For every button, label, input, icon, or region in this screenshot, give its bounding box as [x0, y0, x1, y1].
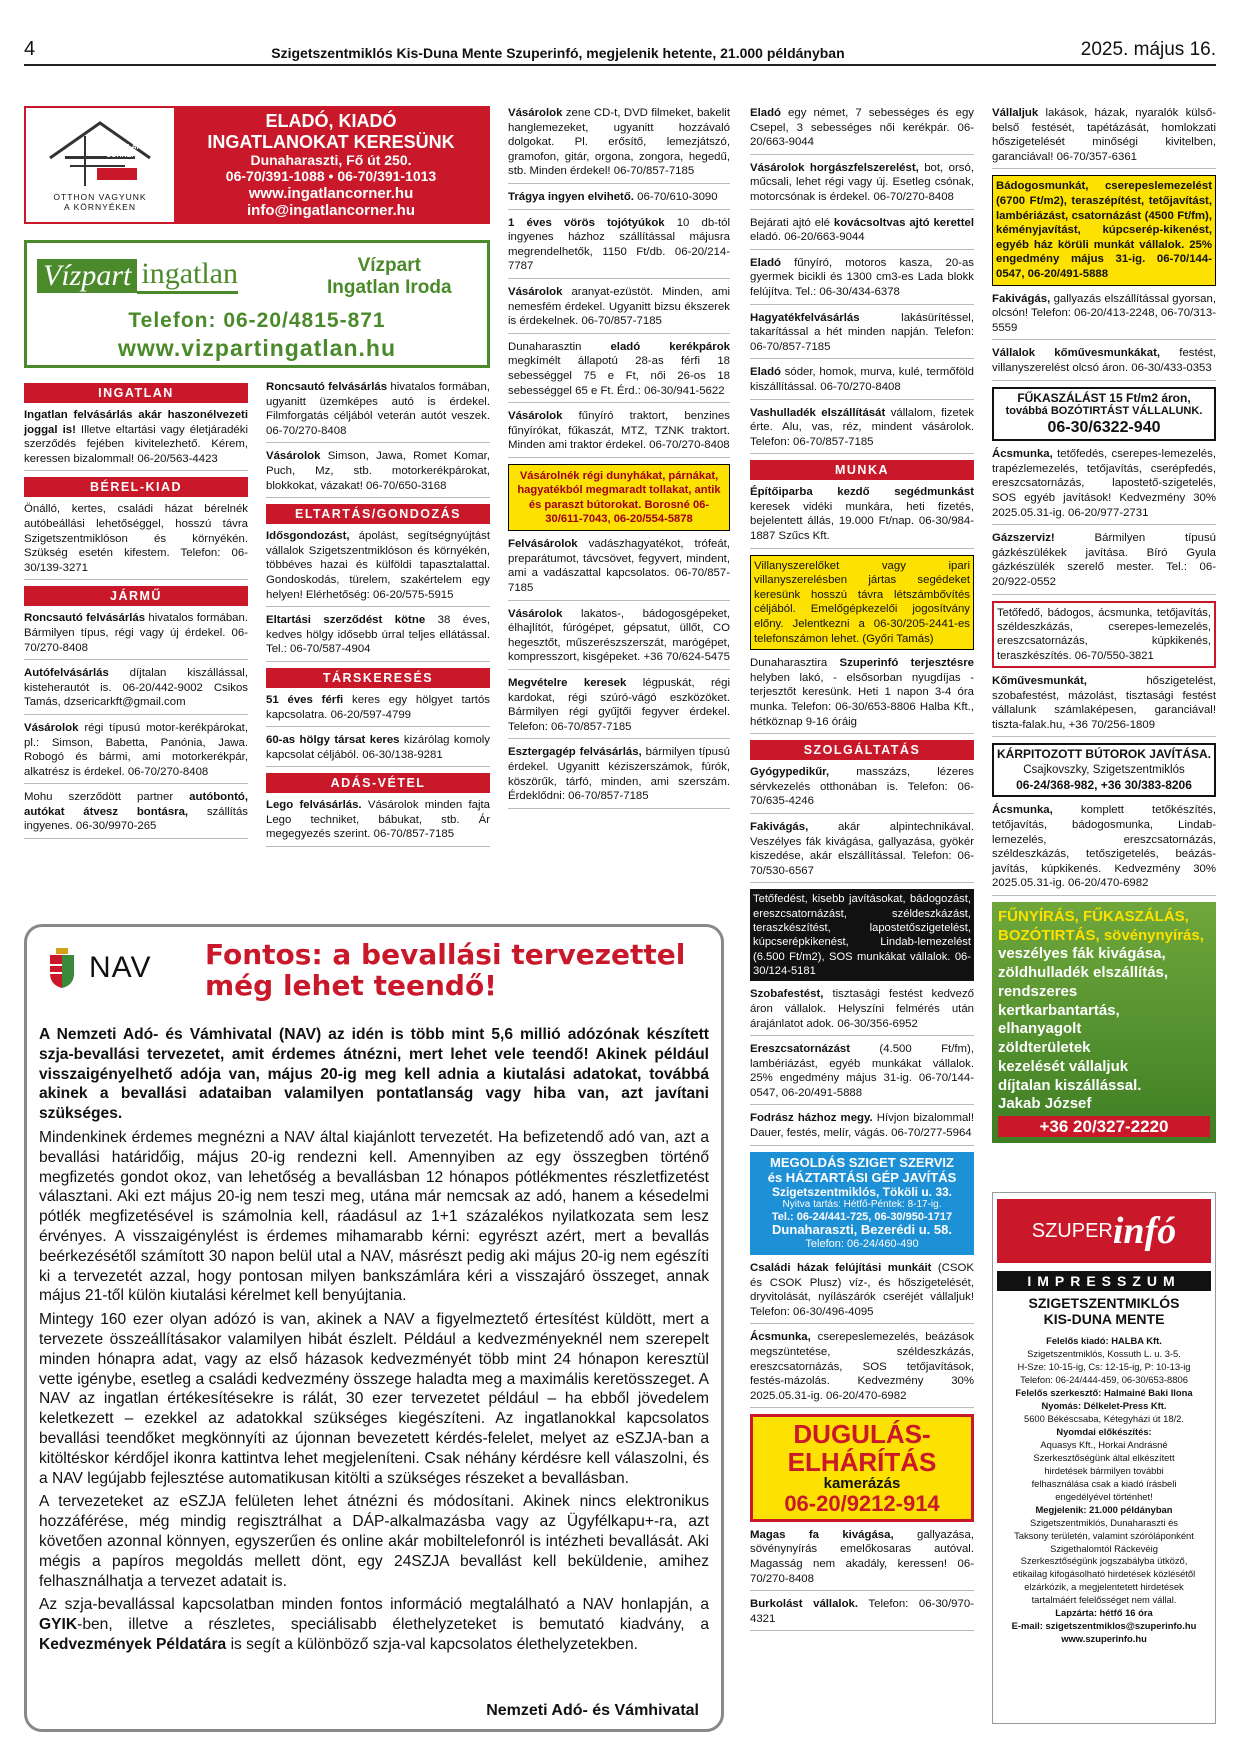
list-item: Ereszcsatornázást (4.500 Ft/fm), lambériázást, egyéb munkákat vállalok. 25% engedmény május 31-ig. 06-70/144-0547, 06-20/491-5888	[750, 1042, 974, 1105]
vizpart-ad[interactable]	[24, 240, 490, 368]
list-item: Roncsautó felvásárlás hivatalos formában, ugyanitt üzemképes autó is érdekel. Filmforgatás céljából veterán autót veszek. 06-70/270-8408	[266, 380, 490, 443]
impressum-line: www.szuperinfo.hu	[1061, 1633, 1147, 1645]
list-item: Vállalok kőművesmunkákat, festést, villanyszerelést olcsó áron. 06-30/433-0353	[992, 346, 1216, 380]
list-item: Felvásárolok vadászhagyatékot, trófeát, preparátumot, távcsövet, fegyvert, mindent, ami a vadászattal kapcsolatos. 06-70/857-7185	[508, 537, 730, 600]
section-ingatlan: INGATLAN	[24, 383, 248, 403]
impressum-line: etikailag kifogásolható hirdetések közlésétől	[1012, 1568, 1196, 1580]
list-item: Vásárolok zene CD-t, DVD filmeket, bakelit hanglemezeket, ugyanitt hozzávaló dolgokat. Pl. erősítő, lemezjátszó, gramofon, gitár, orgona, zongora, hegedű, stb. Minden érdekel! 06-70/857-7185	[508, 106, 730, 184]
column-4	[750, 106, 974, 1637]
section-munka: MUNKA	[750, 460, 974, 480]
impressum-line: elzárkózik, a megjelentetett hirdetések	[1024, 1581, 1184, 1593]
list-item: Lego felvásárlás. Vásárolok minden fajta Lego techniket, bábukat, stb. Ár megegyezés szerint. 06-70/857-7185	[266, 798, 490, 847]
list-item: 1 éves vörös tojótyúkok 10 db-tól ingyenes házhoz szállítással májusra megrendelhetők, 1150 Ft/db. 06-20/214-7787	[508, 216, 730, 279]
impressum-line: Lapzárta: hétfő 16 óra	[1055, 1607, 1153, 1619]
funyiras-line: +36 20/327-2220	[998, 1116, 1210, 1137]
section-eltartas: ELTARTÁS/GONDOZÁS	[266, 504, 490, 524]
list-item: Családi házak felújítási munkáit (CSOK és CSOK Plusz) víz-, és hőszigetelését, dryvitolását, nyílászárók cseréjét vállaljuk! Telefon: 06-30/496-4095	[750, 1261, 974, 1324]
section-szolgaltatas: SZOLGÁLTATÁS	[750, 740, 974, 760]
impressum-line: Felelős kiadó: HALBA Kft.	[1046, 1335, 1162, 1346]
vizpart-name2: Ingatlan Iroda	[327, 276, 452, 298]
list-item: Mohu szerződött partner autóbontó, autókat átvesz bontásra, szállítás ingyenes. 06-30/9970-265	[24, 790, 248, 839]
list-item: Gyógypedikűr, masszázs, lézeres sérvkezelés otthonában is. Telefon: 06-70/635-4246	[750, 765, 974, 814]
corner-address: Dunaharaszti, Fő út 250.	[250, 152, 412, 169]
list-item: Dunaharasztira Szuperinfó terjesztésre helyben lakó, - elsősorban nyugdíjas - terjesztőt keresünk. Heti 1 napon 3-4 óra munka. Telefon: 06-30/653-8806 Halba Kft., hétköznap 9-16 óráig	[750, 656, 974, 734]
impressum-line: Telefon: 06-24/444-459, 06-30/653-8806	[1020, 1373, 1188, 1385]
impressum-line: Szerkesztőségünk jogszabályba ütköző,	[1020, 1555, 1188, 1567]
list-item: Vásárolok lakatos-, bádogosgépeket, élhajlítót, fúrógépet, gépsatut, üllőt, CO hegesztőt, műszerészszerszát, marógépet, kompresszort, kisgépeket. +36 70/624-5475	[508, 607, 730, 670]
list-item: Vállaljuk lakások, házak, nyaralók külső-belső festését, tapétázását, homlokzati hőszigetelését minőségi kivitelben, garanciával! 06-70/357-6361	[992, 106, 1216, 169]
nav-article	[24, 924, 724, 1732]
impressum-line: Taksony területén, valamint szóróláponként	[1014, 1529, 1194, 1541]
vizpart-logo-b: ingatlan	[137, 257, 238, 294]
page-title: Szigetszentmiklós Kis-Duna Mente Szuperinfó, megjelenik hetente, 21.000 példányban	[271, 45, 845, 61]
slogan-1: OTTHON VAGYUNK	[53, 192, 147, 202]
impressum-place1: SZIGETSZENTMIKLÓS	[1028, 1295, 1180, 1311]
tetofedes-ad: Tetőfedést, kisebb javításokat, bádogozást, ereszcsatornázást, széldeszkázást, teraszkészítést, lapostetőszigetelést, kúpcserépkikenést, Lindab-lemezelést (6.500 Ft/m2), SOS munkákat vállalok. 06-30/124-5181	[750, 889, 974, 981]
list-item: Vásárolok Simson, Jawa, Romet Komar, Puch, Mz, stb. motorkerékpárokat, blokkokat, vázakat! 06-70/650-3168	[266, 449, 490, 498]
impressum-line: H-Sze: 10-15-ig, Cs: 12-15-ig, P: 10-13-ig	[1017, 1360, 1191, 1372]
list-item: Kőművesmunkát, hőszigetelést, szobafestést, mázolást, tisztasági festést vállalunk számlaképesen, garanciával! tiszta-falak.hu, +36 70/256-1809	[992, 674, 1216, 737]
nav-paragraph: Az szja-bevallással kapcsolatban minden fontos információ megtalálható a NAV honlapján, a GYIK-ben, illetve a részletes, speciálisabb élethelyzeteket is bemutató kiadvány, a Kedvezmények Példatára is segít a különböző szja-val kapcsolatos élethelyzetekben.	[39, 1596, 709, 1653]
impressum-line: Szigethalomtól Ráckevéig	[1050, 1542, 1158, 1554]
corner-title1: ELADÓ, KIADÓ	[265, 111, 397, 131]
nav-signature: Nemzeti Adó- és Vámhivatal	[486, 1701, 699, 1719]
list-item: Bejárati ajtó elé kovácsoltvas ajtó kerettel eladó. 06-20/663-9044	[750, 216, 974, 250]
logo-line1: INGATLAN	[106, 144, 142, 151]
list-item: Fodrász házhoz megy. Hívjon bizalommal! Dauer, festés, melír, vágás. 06-70/277-5964	[750, 1111, 974, 1145]
list-item: Eladó egy német, 7 sebességes és egy Csepel, 3 sebességes női kerékpár. 06-20/663-9044	[750, 106, 974, 155]
nav-paragraph: Mintegy 160 ezer olyan adózó is van, akinek a NAV a figyelmeztető értesítést küldött, mert a tervezete összeállításakor valamilyen hibát észlelt. Például a kedvezményeknél nem szerepelt minden hónapra adat, vagy az első házasok kedvezményét több mint 24 hónapon keresztül vette igénybe, esetleg a családi kedvezmény összege haladta meg a maximális keretösszeget. A NAV az ingatlan értékesítésekre is rálát, 30 ezer tervezetet például – ha ebből jövedelem keletkezett – ezekkel az adatokkal szükséges kiegészíteni. Az ingatlanokkal kapcsolatos bevallási teendőket megkönnyíti az újonnan bevezetett kérdés-felelet, melyet az eSZJA-ban a kitöltéskor kérdőjel ikonra kattintva lehet megjeleníteni. Csak néhány kérdésre kell válaszolni, és a NAV legújabb fejlesztése automatikusan kitölti a szükséges részeket a bevallásban.	[39, 1311, 709, 1487]
funyiras-line: rendszeres	[998, 982, 1078, 1000]
villanyszerelo-ad: Villanyszerelőket vagy ipari villanyszerelésben jártas segédeket keresünk hosszú távra létszámbővítés céljából. Emelőgépkezelői jogosítvány előny. Jelentkezni a 06-30/205-2441-es telefonszámon lehet. (Győri Tamás)	[750, 555, 974, 651]
slogan-2: A KÖRNYÉKEN	[64, 202, 136, 212]
list-item: Eladó sóder, homok, murva, kulé, termőföld kiszállítással. 06-70/270-8408	[750, 365, 974, 399]
impressum-line: tartalmáért felelősséget nem vállal.	[1031, 1594, 1177, 1606]
impressum-line: 5600 Békéscsaba, Kétegyházi út 18/2.	[1023, 1412, 1184, 1424]
impressum-line: Aquasys Kft., Horkai Andrásné	[1040, 1438, 1168, 1450]
issue-date: 2025. május 16.	[1080, 39, 1216, 60]
list-item: Megvételre keresek légpuskát, régi kardokat, régi szúró-vágó eszközöket. Bármilyen régi gyűjtői fegyver érdekel. Telefon: 06-70/857-7185	[508, 676, 730, 739]
list-item: Ingatlan felvásárlás akár haszonélvezeti joggal is! Illetve eltartási vagy életjáradéki szerződés fejében kivitelezhető. Kérem, keressen bizalommal! 06-20/563-4423	[24, 408, 248, 471]
list-item: Esztergagép felvásárlás, bármilyen típusú érdekel. Ugyanitt kéziszerszámok, fúrók, köszörűk, tárfó, minden, ami szerszám. Érdeklődni: 06-70/857-7185	[508, 745, 730, 808]
list-item: Eltartási szerződést kötne 38 éves, kedves hölgy idősebb úrral teljes ellátással. Tel.: 06-70/587-4904	[266, 613, 490, 662]
ingatlan-corner-ad[interactable]	[24, 106, 490, 224]
impressum-line: Felelős szerkesztő: Halmainé Baki Ilona	[1015, 1386, 1193, 1398]
list-item: Építőiparba kezdő segédmunkást keresek vidéki munkára, heti fizetés, bejelentett állás, 19.000 Ft/nap. 06-30/984-1887 Szűcs Kft.	[750, 485, 974, 548]
nav-paragraph: A tervezeteket az eSZJA felületen lehet átnézni és módosítani. Akinek nincs elektronikus hozzáférése, még mindig regisztrálhat a DÁP-alkalmazásba vagy az Ügyfélkapu+-ra, azt követően azonnal könnyen, egyszerűen és online akár mobiltelefonról is intézheti bevallását. Aki mégis a papíros megoldás mellett dönt, egy 24SZJA bevallást kell beküldenie, amihez felhasználhatja a tervezet adatait is.	[39, 1493, 709, 1590]
impressum-line: Nyomdai előkészítés:	[1056, 1425, 1152, 1437]
list-item: Magas fa kivágása, gallyazása, sövénynyírás emelőkosaras autóval. Magasság nem akadály, keressen! 06-70/270-8408	[750, 1528, 974, 1591]
list-item: Ácsmunka, cserepeslemezelés, beázások megszüntetése, széldeszkázás, ereszcsatornázás, SOS tetőjavítások, festés-mázolás. Kedvezmény 30% 2025.05.31-ig. 06-20/470-6982	[750, 1330, 974, 1408]
logo-line2: CORNER	[106, 151, 137, 159]
list-item: Szobafestést, tisztasági festést kedvező áron vállalok. Helyszíni felmérés után árajánlatot adok. 06-30/356-6952	[750, 987, 974, 1036]
szuperinfo-logo: SZUPER infó	[997, 1199, 1211, 1263]
list-item: Vashulladék elszállítását vállalom, fizetek érte. Alu, vas, réz, mindent vásárolok. Telefon: 06-70/857-7185	[750, 406, 974, 455]
impressum-box	[992, 1192, 1216, 1724]
impressum-line: engedélyével történhet!	[1055, 1490, 1153, 1502]
impressum-line: Szigetszentmiklós, Kossuth L. u. 3-5.	[1027, 1347, 1181, 1359]
funyiras-line: díjtalan kiszállással.	[998, 1076, 1142, 1094]
funyiras-line: elhanyagolt	[998, 1020, 1082, 1038]
dunyha-ad: Vásárolnék régi dunyhákat, párnákat, hagyatékból megmaradt tollakat, antik és paraszt bútorokat. Borosné 06-30/611-7043, 06-20/554-5878	[508, 464, 730, 531]
column-2	[266, 380, 490, 853]
karpit-ad: KÁRPITOZOTT BÚTOROK JAVÍTÁSA. Csajkovszky, Szigetszentmiklós 06-24/368-982, +36 30/383-8206	[992, 743, 1216, 797]
funyiras-line: BOZÓTIRTÁS, sövénynyírás,	[998, 926, 1204, 944]
corner-web[interactable]: www.ingatlancorner.hu	[248, 184, 414, 202]
sziget-szerviz-ad: MEGOLDÁS SZIGET SZERVIZ és HÁZTARTÁSI GÉP JAVÍTÁS Szigetszentmiklós, Tököli u. 33. Nyitva tartás: Hétfő-Péntek: 8-17-ig. Tel.: 06-24/441-725, 06-30/950-1717 Dunaharaszti, Bezerédi u. 58. Telefon: 06-24/460-490	[750, 1152, 974, 1255]
list-item: Önálló, kertes, családi házat bérelnék autóbeállási lehetőséggel, hosszú távra Szigetszentmiklóson és környékén. Szükség esetén kifestem. Telefon: 06-30/139-3271	[24, 502, 248, 580]
list-item: Ácsmunka, komplett tetőkészítés, tetőjavítás, bádogosmunka, Lindab-lemezelés, ereszcsatornázás, széldeszkázás, tetőszigetelés, beázás-javítás, kúpkikenés. Kedvezmény 30% 2025.05.31-ig. 06-20/470-6982	[992, 803, 1216, 896]
funyiras-line: zöldterületek	[998, 1039, 1091, 1057]
vizpart-phone: Telefon: 06-20/4815-871	[128, 309, 386, 332]
list-item: Autófelvásárlás díjtalan kiszállással, kisteherautót is. 06-20/442-9002 Csikos Tamás, dzsericarkft@gmail.com	[24, 666, 248, 715]
funyiras-line: kertkarbantartás,	[998, 1001, 1120, 1019]
list-item: Dunaharasztin eladó kerékpárok megkímélt állapotú 28-as férfi 18 sebességgel 75 e Ft, női 26-os 18 sebességgel 65 e Ft. Érd.: 06-30/941-5622	[508, 340, 730, 403]
list-item: Idősgondozást, ápolást, segítségnyújtást vállalok Szigetszentmiklóson és környékén, többéves hazai és külföldi tapasztalattal. Gondoskodás, türelem, szakértelem egy helyen! Elérhetőség: 06-20/575-5915	[266, 529, 490, 607]
section-berel-kiad: BÉREL-KIAD	[24, 477, 248, 497]
vizpart-name1: Vízpart	[357, 255, 421, 276]
vizpart-web[interactable]: www.vizpartingatlan.hu	[118, 335, 396, 361]
nav-lead: A Nemzeti Adó- és Vámhivatal (NAV) az idén is több mint 5,6 millió adózónak készített szja-bevallási tervezetet, amit érdemes átnézni, mert lehet vele teendő! Akinek például visszaigényelhető adója van, május 20-ig meg kell adnia a kiutalási adatokat, továbbá akinek a bevallási adataiban valamilyen pontatlanság vagy hiba van, azt javítani szükséges.	[39, 1026, 709, 1123]
impressum-line: Szigetszentmiklós, Dunaharaszti és	[1030, 1516, 1178, 1528]
corner-phones: 06-70/391-1088 • 06-70/391-1013	[225, 168, 437, 185]
page-number: 4	[24, 38, 36, 60]
list-item: Hagyatékfelvásárlás lakásürítéssel, takarítással a hét minden napján. Telefon: 06-70/857-7185	[750, 311, 974, 360]
column-5	[992, 106, 1216, 1151]
vizpart-logo	[37, 257, 238, 294]
funyiras-line: Jakab József	[998, 1095, 1092, 1113]
impressum-line: E-mail: szigetszentmiklos@szuperinfo.hu	[1011, 1620, 1197, 1632]
corner-email[interactable]: info@ingatlancorner.hu	[247, 201, 415, 219]
vizpart-logo-a: Vízpart	[37, 259, 137, 293]
funyiras-ad	[992, 902, 1216, 1144]
column-3	[508, 106, 730, 815]
section-jarmu: JÁRMŰ	[24, 586, 248, 606]
list-item: Ácsmunka, tetőfedés, cserepes-lemezelés, trapézlemezelés, tetőjavítás, cserépfedés, ereszcsatornázás, lapostető-szigetelés, SOS egyéb javítások! Kedvezmény 30% 2025.05.31-ig. 06-20/977-2731	[992, 447, 1216, 525]
list-item: Fakivágás, akár alpintechnikával. Veszélyes fák kivágása, gallyazása, gyökér kiszedése, akár elszállítással. Telefon: 06-70/530-6567	[750, 820, 974, 883]
impressum-line: Megjelenik: 21.000 példányban	[1035, 1503, 1173, 1515]
impressum-title: IMPRESSZUM	[997, 1271, 1211, 1291]
tetofedo-ad: Tetőfedő, bádogos, ácsmunka, tetőjavítás, széldeszkázás, cserepes-lemezelés, ereszcsatornázás, kúpkikenés, teraszkészítés. 06-70/550-3821	[992, 601, 1216, 668]
fukaszalas-ad: FŰKASZÁLÁST 15 Ft/m2 áron, továbbá BOZÓTIRTÁST VÁLLALUNK. 06-30/6322-940	[992, 387, 1216, 442]
dugulas-ad: DUGULÁS- ELHÁRÍTÁS kamerázás 06-20/9212-914	[750, 1414, 974, 1521]
list-item: Fakivágás, gallyazás elszállítással gyorsan, olcsón! Telefon: 06-20/413-2248, 06-70/313-5559	[992, 292, 1216, 341]
impressum-line: hirdetések bármilyen további	[1044, 1464, 1164, 1476]
list-item: Vásárolok horgászfelszerelést, bot, orsó, műcsali, lehet régi vagy új. Esetleg csónak, motorcsónak is érdekel. 06-70/270-8408	[750, 161, 974, 210]
section-tarskereses: TÁRSKERESÉS	[266, 668, 490, 688]
list-item: Burkolást vállalok. Telefon: 06-30/970-4321	[750, 1597, 974, 1631]
list-item: Eladó fűnyíró, motoros kasza, 20-as gyermek bicikli és 1300 cm3-es Lada blokk felújítva. Tel.: 06-30/434-6378	[750, 256, 974, 305]
list-item: Gázszerviz! Bármilyen típusú gázkészülékek javítása. Bíró Gyula gázkészülék szerelő mester. Tel.: 06-20/922-0552	[992, 531, 1216, 594]
list-item: Vásárolok régi típusú motor-kerékpárokat, pl.: Simson, Babetta, Panónia, Jawa. Robogó és bármi, ami motorkerékpár, alkatrész is érdekel. 06-70/270-8408	[24, 721, 248, 784]
funyiras-line: FŰNYÍRÁS, FŰKASZÁLÁS,	[998, 907, 1189, 925]
nav-headline1: Fontos: a bevallási tervezettel	[205, 938, 686, 971]
impressum-place2: KIS-DUNA MENTE	[1043, 1311, 1165, 1327]
corner-title2: INGATLANOKAT KERESÜNK	[207, 131, 455, 152]
list-item: Vásárolok aranyat-ezüstöt. Minden, ami nemesfém érdekel. Ugyanitt bizsu ékszerek is érdekelnek. 06-70/857-7185	[508, 285, 730, 334]
impressum-lines	[997, 1335, 1211, 1646]
impressum-line: Nyomás: Délkelet-Press Kft.	[1041, 1399, 1167, 1411]
funyiras-line: veszélyes fák kivágása,	[998, 945, 1166, 963]
list-item: Trágya ingyen elvihető. 06-70/610-3090	[508, 190, 730, 210]
list-item: Roncsautó felvásárlás hivatalos formában. Bármilyen típus, régi vagy új érdekel. 06-70/270-8408	[24, 611, 248, 660]
corner-logo	[26, 108, 174, 222]
nav-headline2: még lehet teendő!	[205, 969, 497, 1003]
nav-paragraph: Mindenkinek érdemes megnézni a NAV által kiajánlott tervezetét. Ha befizetendő adó van, azt a bevallási határidőig, május 20-ig rendezni kell. Amennyiben az egy összegben történő megfizetés gondot okoz, van lehetőség a bevallásban 12 hónapos pótlékmentes részletfizetést választani. Aki ezt május 20-ig nem teszi meg, utána már nemcsak az adó, hanem a késedelmi pótlék megfizetésével is számolnia kell, ráadásul az 1+1 százalékos nyilatkozata sem lesz érvényes. A visszaigénylést is érdemes mihamarabb kérni: egyrészt azért, mert a bevallás beérkezésétől számított 30 napon belül utal a NAV, másrészt pedig aki május 20-ig nem egészíti ki a tervezetét azzal, hogy pontosan milyen bankszámlára kéri a visszajáró összeget, annak május 21-től külön kiutalási kérelmet kell benyújtania.	[39, 1128, 709, 1305]
impressum-line: felhasználása csak a kiadó írásbeli	[1031, 1477, 1177, 1489]
funyiras-line: kezelését vállaljuk	[998, 1057, 1129, 1075]
corner-text	[174, 108, 488, 222]
section-adas-vetel: ADÁS-VÉTEL	[266, 773, 490, 793]
list-item: Vásárolok fűnyíró traktort, benzines fűnyírókat, fűkaszát, MTZ, TZNK traktort. Minden ami traktor érdekel. 06-70/270-8408	[508, 409, 730, 458]
nav-logo: NAV	[47, 947, 151, 989]
list-item: 60-as hölgy társat keres kizárólag komoly kapcsolat céljából. 06-30/138-9281	[266, 733, 490, 767]
column-1	[24, 380, 248, 845]
list-item: 51 éves férfi keres egy hölgyet tartós kapcsolatra. 06-20/597-4799	[266, 693, 490, 727]
funyiras-line: zöldhulladék elszállítás,	[998, 964, 1169, 982]
badogos-ad: Bádogosmunkát, cserepeslemezelést (6700 Ft/m2), teraszépítést, tetőjavítást, lambériázást, csatornázást (4500 Ft/fm), kéményjavítást, kúpcserép-kikenést, egyéb ház körüli munkát vállalok. 25% engedmény május 31-ig. 06-70/144-0547, 06-20/491-5888	[992, 175, 1216, 285]
page-header	[24, 40, 1216, 66]
impressum-line: Szerkesztőségünk által elkészített	[1033, 1451, 1175, 1463]
coat-of-arms-icon	[47, 947, 77, 989]
